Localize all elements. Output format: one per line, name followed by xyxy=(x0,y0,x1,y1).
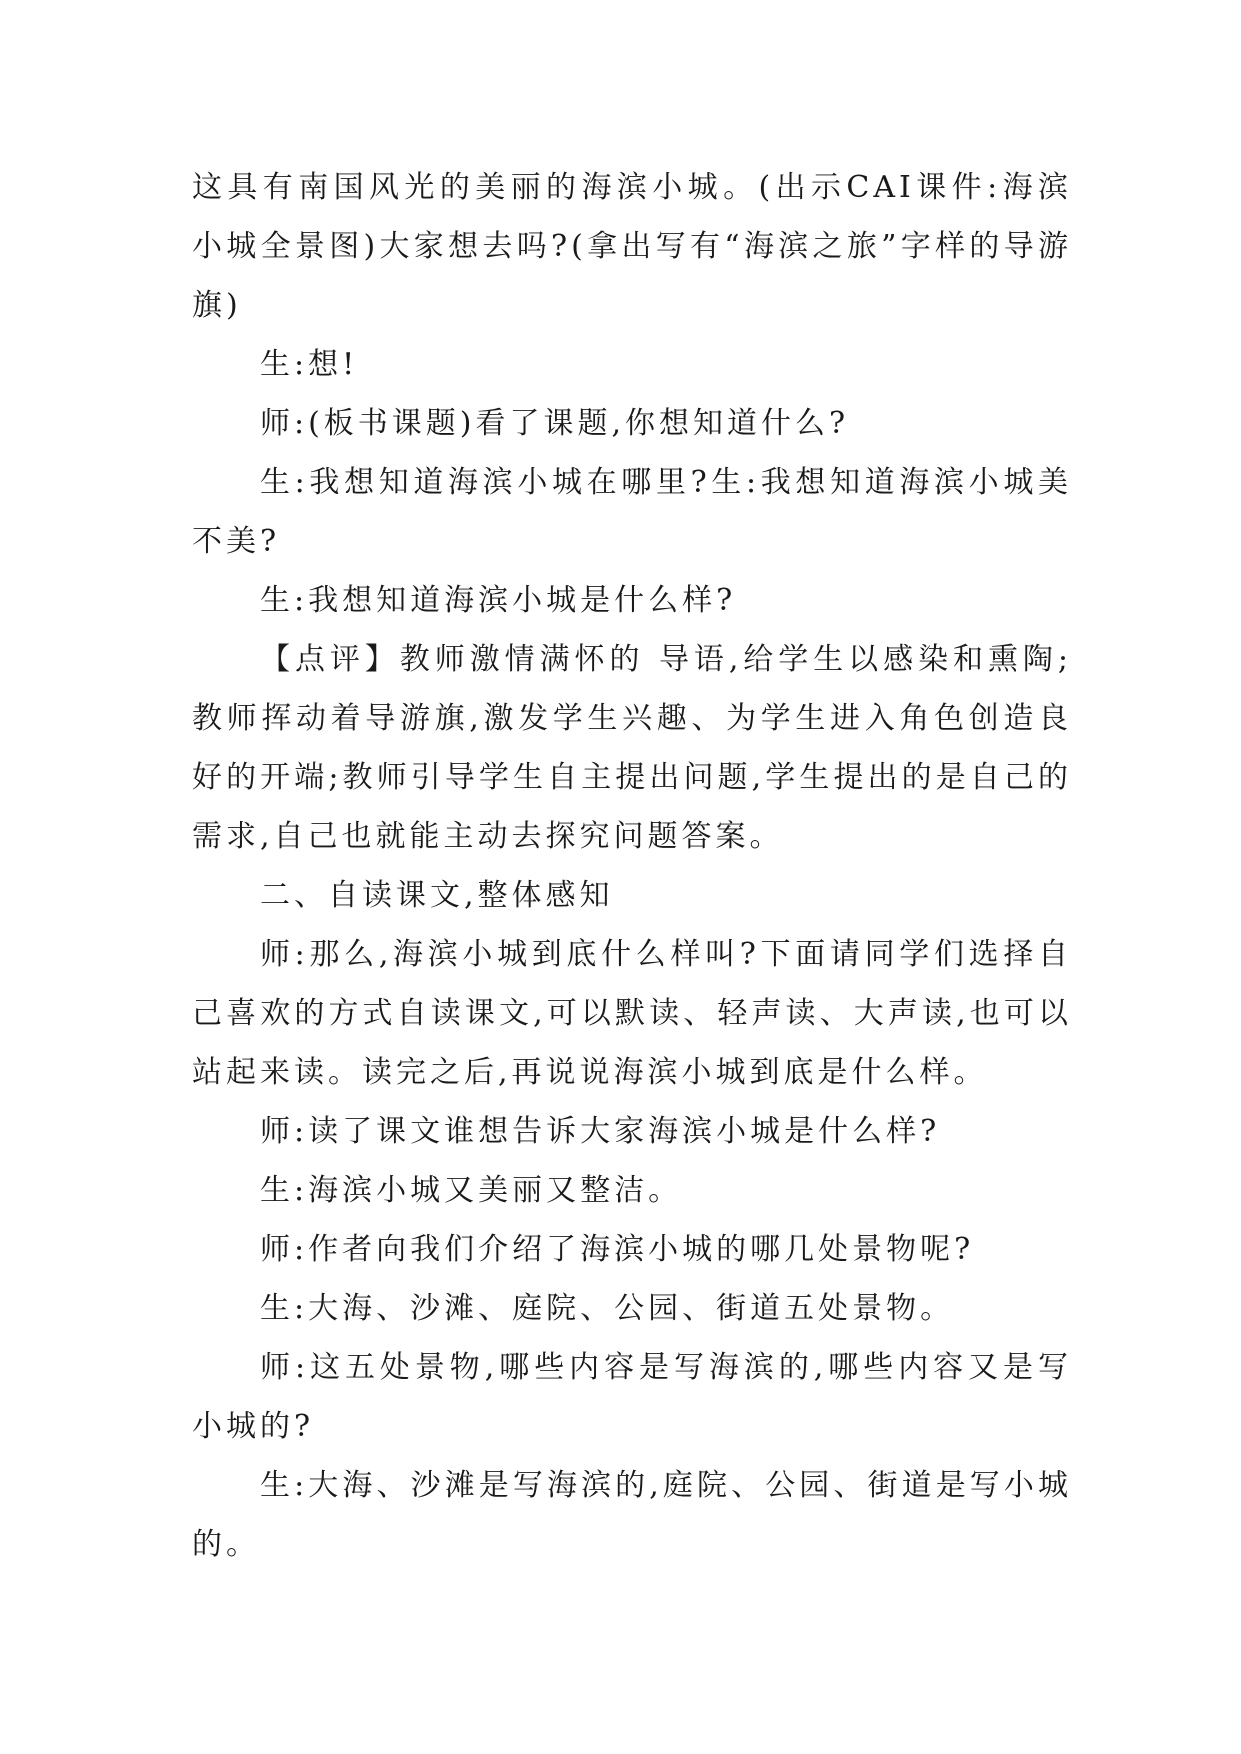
paragraph-student-questions: 生:我想知道海滨小城在哪里?生:我想知道海滨小城美不美? xyxy=(192,465,1072,559)
paragraph-student-classify: 生:大海、沙滩是写海滨的,庭院、公园、街道是写小城的。 xyxy=(192,1468,1072,1562)
paragraph-teacher-classify: 师:这五处景物,哪些内容是写海滨的,哪些内容又是写小城的? xyxy=(192,1350,1072,1444)
paragraph-teacher-scenes: 师:作者向我们介绍了海滨小城的哪几处景物呢? xyxy=(260,1232,975,1267)
paragraph-comment: 【点评】教师激情满怀的 导语,给学生以感染和熏陶;教师挥动着导游旗,激发学生兴趣、为学生进入角色创造良好的开端;教师引导学生自主提出问题,学生提出的是自己的需求,自己也就能主动去探究问题答案。 xyxy=(192,642,1072,854)
paragraph-student-answer: 生:海滨小城又美丽又整洁。 xyxy=(260,1173,683,1208)
section-heading: 二、自读课文,整体感知 xyxy=(260,878,614,913)
paragraph-teacher-read: 师:那么,海滨小城到底什么样叫?下面请同学们选择自己喜欢的方式自读课文,可以默读、轻声读、大声读,也可以站起来读。读完之后,再说说海滨小城到底是什么样。 xyxy=(192,937,1072,1090)
paragraph-teacher-ask: 师:读了课文谁想告诉大家海滨小城是什么样? xyxy=(260,1114,941,1149)
paragraph-student-what: 生:我想知道海滨小城是什么样? xyxy=(260,583,737,618)
paragraph-intro: 这具有南国风光的美丽的海滨小城。(出示CAI课件:海滨小城全景图)大家想去吗?(拿出写有“海滨之旅”字样的导游旗) xyxy=(192,170,1072,323)
paragraph-student-scenes: 生:大海、沙滩、庭院、公园、街道五处景物。 xyxy=(260,1291,955,1326)
document-body xyxy=(192,158,1072,1574)
paragraph-teacher-title: 师:(板书课题)看了课题,你想知道什么? xyxy=(260,406,850,441)
paragraph-student-want: 生:想! xyxy=(260,347,359,382)
